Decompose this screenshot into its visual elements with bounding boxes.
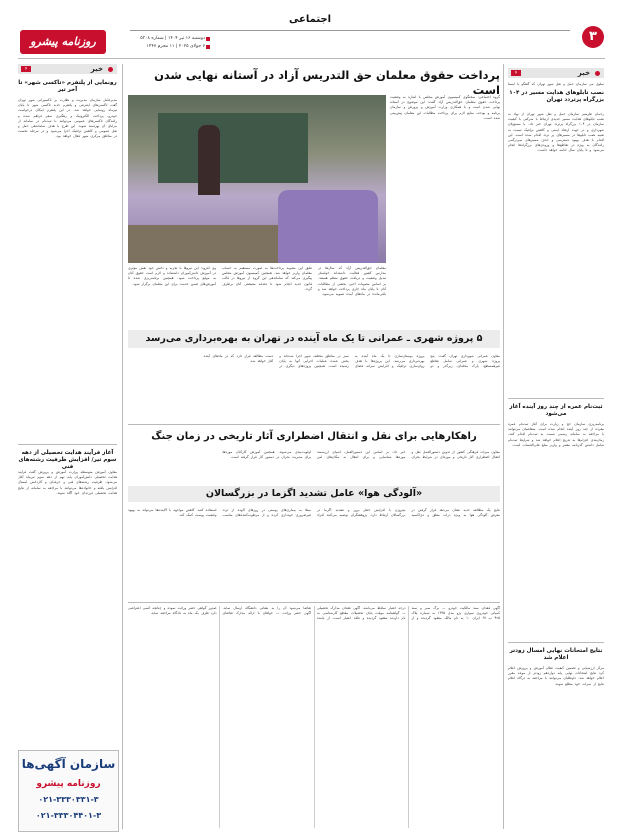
main-body-col-2: معلمان حق‌التدریس آزاد که سال‌ها در مدارس کشور فعالیت داشته‌اند خواستار تبدیل وضعیت و دریافت حقوق منظم هستند. بر اساس مصوبات اخیر، بخشی از مطالبات آنان تا پایان ماه جاری پرداخت خواهد شد و باقی‌مانده در ماه‌های آینده تسویه می‌شود. [318,266,386,297]
ad-title: سازمان آگهی‌ها [21,757,116,771]
left-headline-2: آغاز فرآیند هدایت تحصیلی از دهه سوم تیر/ افزایش ظرفیت رشته‌های فنی [18,450,117,470]
photo-board [158,113,308,183]
left-headline-1: رونمایی از پلتفرم «تاکسی شهر» تا آخر تیر [18,80,117,93]
page-number: ۳ [589,29,597,44]
ad-box [18,750,119,832]
photo-desks [128,225,278,263]
arrow-left-icon: ‹ [21,66,31,72]
date-bullet-1 [206,37,210,41]
right-lead-1: سلول می سازمان حمل و نقل شهر تهران که گفتگو با ایسنا [508,82,604,86]
header-divider [18,58,605,59]
photo-teacher [198,125,220,195]
main-body-col-1: گروه اجتماعی: سخنگوی کمیسیون آموزش مجلس با اشاره به وضعیت پرداخت حقوق معلمان حق‌التدریس آزاد گفت: این موضوع در آستانه نهایی شدن است و با همکاری وزارت آموزش و پرورش و سازمان برنامه و بودجه، منابع لازم برای پرداخت مطالبات این معلمان پیش‌بینی شده است. [390,95,500,120]
right-headline-3: نتایج امتحانات نهایی امسال زودتر اعلام شد [509,648,603,661]
project-body: معاون عمرانی شهرداری تهران گفت: پنج پروژه شهری و عمرانی شامل تقاطع غیرهمسطح، پارک محله‌ای، زیرگذر و دو پروژه بوستان‌سازی تا یک ماه آینده به بهره‌برداری می‌رسد. این پروژه‌ها با هدف روان‌سازی ترافیک و افزایش سرانه فضای سبز در مناطق مختلف شهر اجرا شده‌اند و بخش عمده عملیات اجرایی آنها به پایان رسیده است. همچنین پروژه‌های دیگری در دست مطالعه قرار دارد که در ماه‌های آینده آغاز خواهد شد. [203,354,500,369]
right-headline-1: نصب تابلوهای هدایت مسیر در ۱۰۴ بزرگراه پرتردد تهران [509,90,604,103]
left-divider-1 [18,444,117,445]
tag-dot-icon [108,67,113,72]
heritage-top-rule [128,424,500,425]
right-body-3: مرکز ارزشیابی و تضمین کیفیت نظام آموزش و پرورش اعلام کرد نتایج امتحانات نهایی پایه دوازدهم زودتر از موعد مقرر اعلام خواهد شد. داوطلبان می‌توانند با مراجعه به درگاه اعلام نتایج از نمرات خود مطلع شوند. [508,666,604,686]
classroom-photo [128,95,386,263]
project-headline: ۵ پروژه شهری ـ عمرانی تا یک ماه آینده در تهران به بهره‌برداری می‌رسد [145,333,483,344]
main-body-col-4: وی افزود: این نیروها با تجربه و دانش خود نقش مؤثری در آموزش دانش‌آموزان داشته‌اند و لازم است حقوق آنان به موقع پرداخت شود. همچنین برنامه‌ریزی شده تا آموزش‌های ضمن خدمت برای این معلمان برگزار شود. [128,266,216,286]
heritage-body: معاون میراث فرهنگی کشور از تدوین دستورالعمل نقل و انتقال اضطراری آثار تاریخی و موزه‌ای در شرایط بحران خبر داد. بر اساس این دستورالعمل، اشیای ارزشمند موزه‌ها شناسایی و برای انتقال به مکان‌های امن اولویت‌بندی می‌شوند. همچنین آموزش کارکنان موزه‌ها برای مدیریت بحران در دستور کار قرار گرفته است. [222,450,500,460]
section-title: اجتماعی [288,14,332,25]
arrow-left-icon: ‹ [511,70,521,76]
right-headline-2: ثبت‌نام عمره از چند روز آینده آغاز می‌شود [509,404,603,417]
pollution-body: نتایج یک مطالعه جدید نشان می‌دهد قرار گرفتن در معرض آلودگی هوا به ویژه ذرات معلق و دی‌اکسید نیتروژن با افزایش خطر بروز و تشدید اگزما در بزرگسالان ارتباط دارد. پژوهشگران توصیه می‌کنند افراد مبتلا به بیماری‌های پوستی در روزهای آلوده از تردد غیرضروری خودداری کرده و از مرطوب‌کننده‌های مناسب استفاده کنند. کاهش مواجهه با آلاینده‌ها می‌تواند به بهبود وضعیت پوست کمک کند. [128,508,500,518]
notices-top-rule [128,602,500,603]
right-divider-2 [508,642,604,643]
newspaper-logo [20,30,106,54]
right-body-2: برنامه‌ریزی سازمان حج و زیارت برای آغاز ثبت‌نام عمره مفرده از چند روز آینده انجام شده است. متقاضیان می‌توانند با مراجعه به سامانه رسمی نسبت به ثبت‌نام اقدام کنند. زمان‌بندی اعزام‌ها به تدریج اعلام خواهد شد و شرایط ثبت‌نام شامل داشتن گذرنامه معتبر و واریز مبلغ علی‌الحساب است. [508,422,604,447]
notices-body: آگهی فقدان سند مالکیت خودرو — برگ سبز و سند کمپانی خودروی سواری پژو مدل ۱۳۹۵ به شماره پلاک ۴۲۵ ب ۶۷ ایران ۱۰ به نام مالک مفقود گردیده و از درجه اعتبار ساقط می‌باشد. آگهی فقدان مدارک تحصیلی — گواهینامه موقت پایان تحصیلات مقطع کارشناسی به نام دارنده مفقود گردیده و فاقد اعتبار است. از یابنده تقاضا می‌شود آن را به نشانی دانشگاه ارسال نماید. آگهی حصر وراثت — خواهان با ارائه مدارک تقاضای صدور گواهی حصر وراثت نموده و چنانچه کسی اعتراضی دارد ظرف یک ماه به دادگاه مراجعه نماید. [128,606,500,621]
date-bullet-2 [206,45,210,49]
date-line-2: ۷ جولای ۲۰۲۵ | ۱۱ محرم ۱۴۴۷ [146,44,205,49]
photo-students [278,190,378,263]
left-column-separator [122,64,123,829]
right-column-tag: خبر ‹ [508,68,604,78]
ad-phone-2: ۰۲۱-۳۳۳۰۴۴۰۱-۳ [35,811,102,820]
date-line-1: دوشنبه ۱۶ تیر ۱۴۰۴ | شماره ۵۳۰۸ [140,36,205,41]
heritage-headline: راهکارهایی برای نقل و انتقال اضطراری آثار تاریخی در زمان جنگ [151,431,477,442]
right-body-1: رحمان ظرمنیر سازمان حمل و نقل شهر تهران از نهاد به نصب تابلوهای هدایت مسیر جدیدی ارتباط با شرکتی با کیفیت سازمان در ۱۰۴ بزرگراه پرتردد تهران خبر داد. با مسؤولان شهرداری و در جهت ارتقاء ایمنی و کاهش ترافیک نسبت به تعبیه نصب تابلوها در مسیرهای پر تردد اقدام شده است. این اقدام با هدف بهبود دسترسی و حذف مسیرهای سردرگمی رانندگان به ویژه در تقاطع‌ها و ورودی‌های بزرگراه‌ها انجام می‌شود و تا پایان سال ادامه خواهد داشت. [508,112,604,153]
pollution-headline: «آلودگی هوا» عامل تشدید اگزما در بزرگسالان [205,488,423,499]
ad-phone-1: ۰۲۱-۳۳۳۰۳۳۱-۳ [38,795,99,804]
right-divider-1 [508,398,604,399]
left-column-tag: خبر ‹ [18,64,117,74]
left-body-1: مدیرعامل سازمان مدیریت و نظارت بر تاکسیرانی شهر تهران گفت تاکسی‌های اینترنتی و پلتفرم جدید تاکسی شهر تا پایان تیرماه رونمایی خواهد شد. در این پلتفرم امکان درخواست خودرو، پرداخت الکترونیک و رهگیری سفر فراهم شده و رانندگان تاکسی‌های عمومی می‌توانند با ثبت‌نام در سامانه از مزایای آن بهره‌مند شوند. این طرح با هدف ساماندهی حمل و نقل عمومی و کاهش ترافیک اجرا می‌شود و در مرحله نخست در مناطق مرکزی شهر فعال خواهد بود. [18,98,117,139]
page-number-badge [582,26,604,48]
section-underline [130,30,570,31]
right-column-separator [503,64,504,829]
logo-text: روزنامه پیشرو [30,35,96,48]
ad-subtitle: روزنامه پیشرو [36,779,101,789]
left-body-2: معاون آموزش متوسطه وزارت آموزش و پرورش گفت فرآیند هدایت تحصیلی دانش‌آموزان پایه نهم از دهه سوم تیرماه آغاز می‌شود. ظرفیت رشته‌های فنی و حرفه‌ای و کاردانش امسال افزایش یافته و خانواده‌ها می‌توانند با مراجعه به سامانه از نتایج هدایت تحصیلی فرزندان خود آگاه شوند. [18,470,117,495]
main-headline: پرداخت حقوق معلمان حق التدریس آزاد در آستانه نهایی شدن است [154,68,500,97]
tag-dot-icon [595,71,600,76]
main-body-col-3: طبق این مصوبه پرداخت‌ها به صورت مستقیم به حساب معلمان واریز خواهد شد. همچنین کمیسیون آموزش مجلس پیگیری می‌کند که ساماندهی این گروه از نیروها در قالب قانون جدید انجام شود تا دغدغه معیشتی آنان برطرف گردد. [222,266,312,291]
